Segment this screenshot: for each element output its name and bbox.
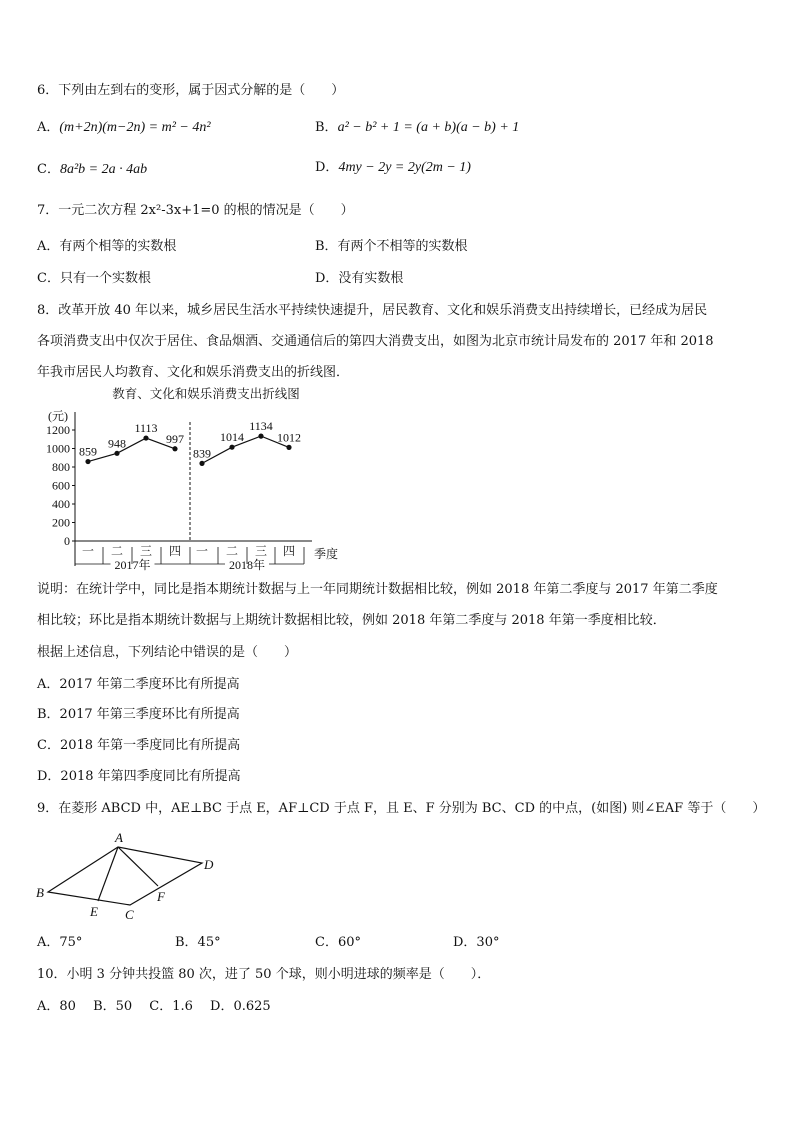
q6-option-c-label: C．	[37, 162, 60, 177]
series-line	[202, 436, 289, 463]
segment-af	[118, 847, 158, 886]
chart-y-label: (元)	[48, 409, 68, 423]
q6-option-c-formula: 8a²b = 2a · 4ab	[59, 162, 148, 177]
year-group-label: 2017年	[114, 558, 151, 572]
point-label-e: E	[90, 904, 98, 919]
q6-option-a-formula: (m+2n)(m−2n) = m² − 4n²	[59, 120, 211, 135]
q8-stem-line-2: 各项消费支出中仅次于居住、食品烟酒、交通通信后的第四大消费支出，如图为北京市统计局发布的 2017 年和 2018	[37, 334, 714, 349]
q6-option-b-formula: a² − b² + 1 = (a + b)(a − b) + 1	[337, 120, 520, 135]
data-point	[199, 461, 204, 466]
data-label: 1014	[220, 430, 244, 445]
chart-x-label: 季度	[314, 547, 339, 561]
data-point	[229, 445, 234, 450]
x-tick-label: 四	[168, 544, 182, 558]
data-point	[172, 446, 177, 451]
year-group-label: 2018年	[228, 558, 266, 572]
q6-option-d-label: D．	[315, 160, 339, 175]
q9-option-a: A．75°	[37, 935, 83, 950]
q6-option-a-label: A．	[37, 120, 60, 135]
y-tick-label: 0	[64, 534, 70, 548]
y-tick-label: 1000	[46, 441, 70, 456]
x-tick-label: 二	[225, 544, 239, 558]
segment-ae	[98, 847, 118, 901]
data-label: 1113	[134, 421, 158, 436]
q6-stem: 6．下列由左到右的变形，属于因式分解的是（ ）	[37, 83, 345, 98]
q8-stem-line-3: 年我市居民人均教育、文化和娱乐消费支出的折线图．	[37, 365, 350, 380]
q9-option-c: C．60°	[315, 935, 361, 950]
y-tick-label: 200	[52, 515, 70, 530]
vertex-label-a: A	[115, 830, 123, 845]
q6-option-b-label: B．	[315, 120, 338, 135]
rhombus-figure	[30, 825, 230, 925]
vertex-label-b: B	[36, 885, 44, 900]
x-tick-label: 二	[110, 544, 124, 558]
y-tick-label: 600	[52, 478, 70, 493]
x-tick-label: 四	[282, 544, 296, 558]
q6-option-d-formula: 4my − 2y = 2y(2m − 1)	[338, 160, 471, 175]
q8-option-c: C．2018 年第一季度同比有所提高	[37, 738, 241, 753]
q8-note-line-1: 说明：在统计学中，同比是指本期统计数据与上一年同期统计数据相比较，例如 2018 年第二季度与 2017 年第二季度	[37, 582, 718, 597]
rhombus-abcd	[48, 847, 202, 905]
q8-option-b: B．2017 年第三季度环比有所提高	[37, 707, 240, 722]
q8-option-d: D．2018 年第四季度同比有所提高	[37, 769, 241, 784]
q10-options: A．80 B．50 C．1.6 D．0.625	[37, 999, 271, 1014]
data-point	[85, 459, 90, 464]
q7-stem: 7．一元二次方程 2x²-3x+1=0 的根的情况是（ ）	[37, 203, 354, 218]
q9-stem: 9．在菱形 ABCD 中，AE⊥BC 于点 E，AF⊥CD 于点 F，且 E、F 分别为 BC、CD 的中点，(如图) 则∠EAF 等于（ ）	[37, 801, 766, 816]
x-tick-label: 三	[139, 544, 153, 558]
q8-question: 根据上述信息，下列结论中错误的是（ ）	[37, 645, 298, 660]
vertex-label-d: D	[204, 857, 214, 872]
q8-option-a: A．2017 年第二季度环比有所提高	[37, 677, 240, 692]
q6-option-b	[315, 120, 519, 136]
data-label: 997	[166, 431, 184, 446]
x-tick-label: 三	[254, 544, 268, 558]
q10-stem: 10．小明 3 分钟共投篮 80 次，进了 50 个球，则小明进球的频率是（ ）．	[37, 967, 491, 982]
q7-option-c: C．只有一个实数根	[37, 271, 151, 286]
y-tick-label: 400	[52, 497, 70, 511]
spending-line-chart	[30, 382, 360, 578]
q7-option-b: B．有两个不相等的实数根	[315, 239, 468, 254]
data-point	[143, 435, 148, 440]
data-label: 839	[193, 446, 211, 461]
q9-option-b: B．45°	[175, 935, 221, 950]
data-point	[114, 451, 119, 456]
data-point	[258, 434, 263, 439]
data-label: 948	[108, 436, 126, 451]
chart-title: 教育、文化和娱乐消费支出折线图	[112, 387, 300, 401]
data-label: 1012	[277, 430, 301, 445]
vertex-label-c: C	[125, 907, 134, 922]
q8-stem-line-1: 8．改革开放 40 年以来，城乡居民生活水平持续快速提升，居民教育、文化和娱乐消费支出持续增长，已经成为居民	[37, 303, 708, 318]
point-label-f: F	[157, 889, 165, 904]
data-label: 1134	[249, 419, 273, 434]
q9-option-d: D．30°	[453, 935, 500, 950]
q6-option-d	[315, 160, 471, 176]
q7-option-d: D．没有实数根	[315, 271, 404, 286]
x-tick-label: 一	[81, 544, 95, 558]
data-label: 859	[79, 444, 97, 459]
q8-note-line-2: 相比较；环比是指本期统计数据与上期统计数据相比较，例如 2018 年第二季度与 2018 年第一季度相比较．	[37, 613, 666, 628]
q7-option-a: A．有两个相等的实数根	[37, 239, 177, 254]
y-tick-label: 1200	[46, 423, 70, 437]
data-point	[286, 445, 291, 450]
q6-option-a	[37, 120, 211, 136]
y-tick-label: 800	[52, 460, 70, 474]
x-tick-label: 一	[195, 544, 209, 558]
series-line	[88, 438, 175, 461]
q6-option-c	[37, 162, 147, 178]
